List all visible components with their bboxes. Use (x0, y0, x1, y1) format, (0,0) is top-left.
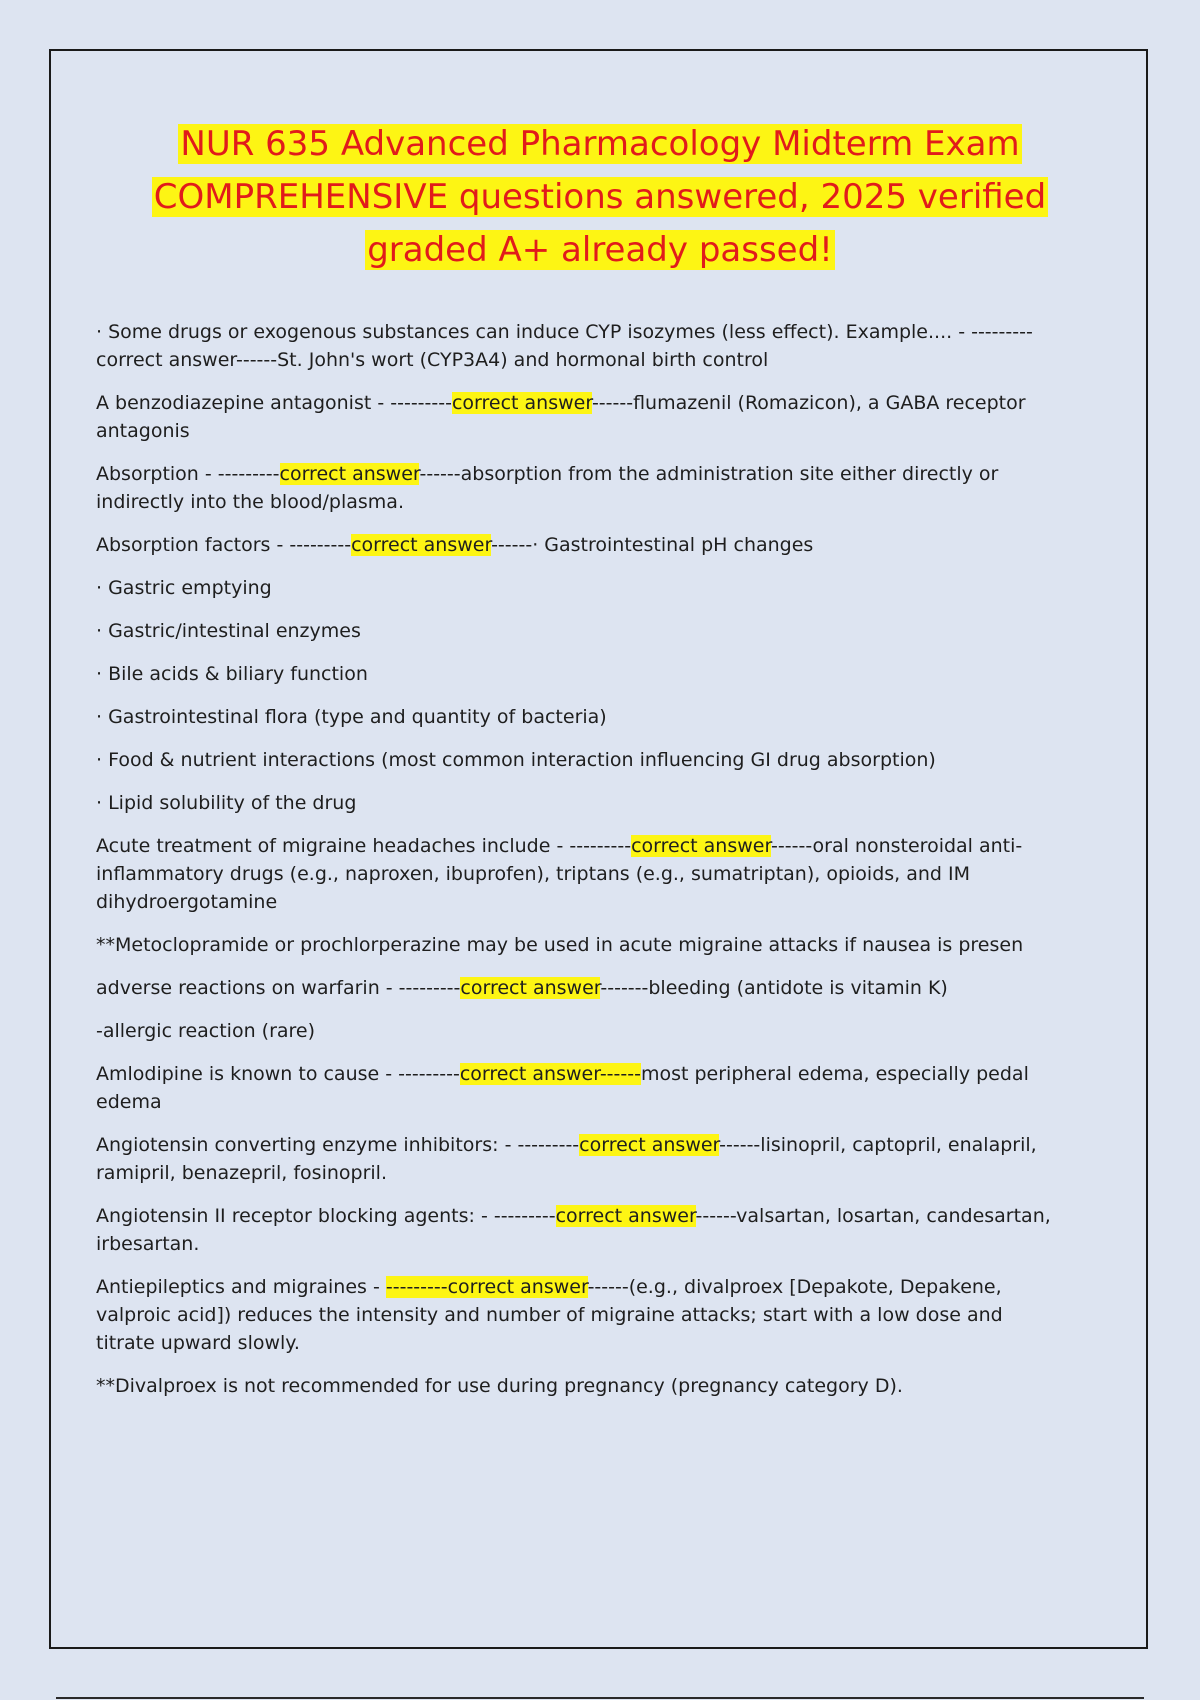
entry-answer-marker: correct answer (279, 463, 420, 485)
qa-list (96, 318, 1056, 1415)
entry-question: adverse reactions on warfarin - --------- (96, 977, 461, 999)
qa-entry-absorption-factors (96, 531, 1056, 559)
entry-question: Angiotensin II receptor blocking agents: - --------- (96, 1205, 556, 1227)
entry-answer-marker: correct answer (631, 835, 772, 857)
entry-answer-marker: correct answer (555, 1205, 696, 1227)
entry-answer: most peripheral edema, especially pedal edema (96, 1063, 1029, 1113)
entry-answer-marker: ---------correct answer (385, 1276, 588, 1298)
qa-entry-migraine-acute (96, 832, 1056, 916)
entry-answer-marker: correct answer (96, 349, 236, 371)
entry-answer: ------valsartan, losartan, candesartan, irbesartan. (96, 1205, 1051, 1255)
entry-answer-marker: correct answer------ (459, 1063, 641, 1085)
entry-question: Amlodipine is known to cause - --------- (96, 1063, 460, 1085)
bullet-line: · Food & nutrient interactions (most common interaction influencing GI drug absorption) (96, 749, 936, 771)
entry-answer: ------oral nonsteroidal anti-inflammatory drugs (e.g., naproxen, ibuprofen), triptans (e.g., sumatriptan), opioids, and IM dihydroergotamine (96, 835, 1023, 913)
entry-answer: ------flumazenil (Romazicon), a GABA receptor antagonis (96, 392, 1026, 442)
entry-question: Absorption factors - --------- (96, 534, 352, 556)
bullet-line: · Lipid solubility of the drug (96, 792, 357, 814)
qa-entry-cyp-induction (96, 318, 1056, 374)
bullet-line: · Bile acids & biliary function (96, 663, 368, 685)
entry-answer: ------lisinopril, captopril, enalapril, ramipril, benazepril, fosinopril. (96, 1134, 1037, 1184)
qa-entry-absorption (96, 460, 1056, 516)
qa-entry-warfarin (96, 974, 1056, 1002)
entry-answer-marker: correct answer (460, 977, 601, 999)
qa-entry-antiepileptics (96, 1273, 1056, 1357)
entry-question: Antiepileptics and migraines - (96, 1276, 386, 1298)
page-divider (56, 1697, 1144, 1699)
entry-answer-marker: correct answer (579, 1134, 720, 1156)
entry-answer: -------bleeding (antidote is vitamin K) (600, 977, 948, 999)
note-line: **Divalproex is not recommended for use during pregnancy (pregnancy category D). (96, 1375, 903, 1397)
entry-answer-marker: correct answer (351, 534, 492, 556)
entry-question: Acute treatment of migraine headaches include - --------- (96, 835, 632, 857)
bullet-line: · Gastrointestinal flora (type and quantity of bacteria) (96, 706, 607, 728)
title-line-2: COMPREHENSIVE questions answered, 2025 verified (153, 176, 1047, 217)
entry-question: Absorption - --------- (96, 463, 280, 485)
bullet-line: · Gastric/intestinal enzymes (96, 620, 361, 642)
entry-question: · Some drugs or exogenous substances can induce CYP isozymes (less effect). Example.... - --------- (96, 321, 1033, 343)
document-title (60, 118, 1140, 277)
title-line-1: NUR 635 Advanced Pharmacology Midterm Exam (180, 123, 1020, 164)
entry-answer: ------· Gastrointestinal pH changes (491, 534, 814, 556)
entry-answer: ------St. John's wort (CYP3A4) and hormonal birth control (235, 349, 769, 371)
entry-question: Angiotensin converting enzyme inhibitors: - --------- (96, 1134, 580, 1156)
qa-entry-benzodiazepine (96, 389, 1056, 445)
entry-question: A benzodiazepine antagonist - --------- (96, 392, 452, 414)
note-line: -allergic reaction (rare) (96, 1020, 316, 1042)
qa-entry-ace-inhibitors (96, 1131, 1056, 1187)
title-line-3: graded A+ already passed! (367, 229, 833, 270)
note-line: **Metoclopramide or prochlorperazine may be used in acute migraine attacks if nausea is presen (96, 934, 1024, 956)
qa-entry-amlodipine (96, 1060, 1056, 1116)
qa-entry-arbs (96, 1202, 1056, 1258)
entry-answer-marker: correct answer (451, 392, 592, 414)
entry-answer: ------absorption from the administration site either directly or indirectly into the blood/plasma. (96, 463, 999, 513)
entry-answer: ------(e.g., divalproex [Depakote, Depakene, valproic acid]) reduces the intensity and number of migraine attacks; start with a low dose and titrate upward slowly. (96, 1276, 1003, 1354)
bullet-line: · Gastric emptying (96, 577, 272, 599)
